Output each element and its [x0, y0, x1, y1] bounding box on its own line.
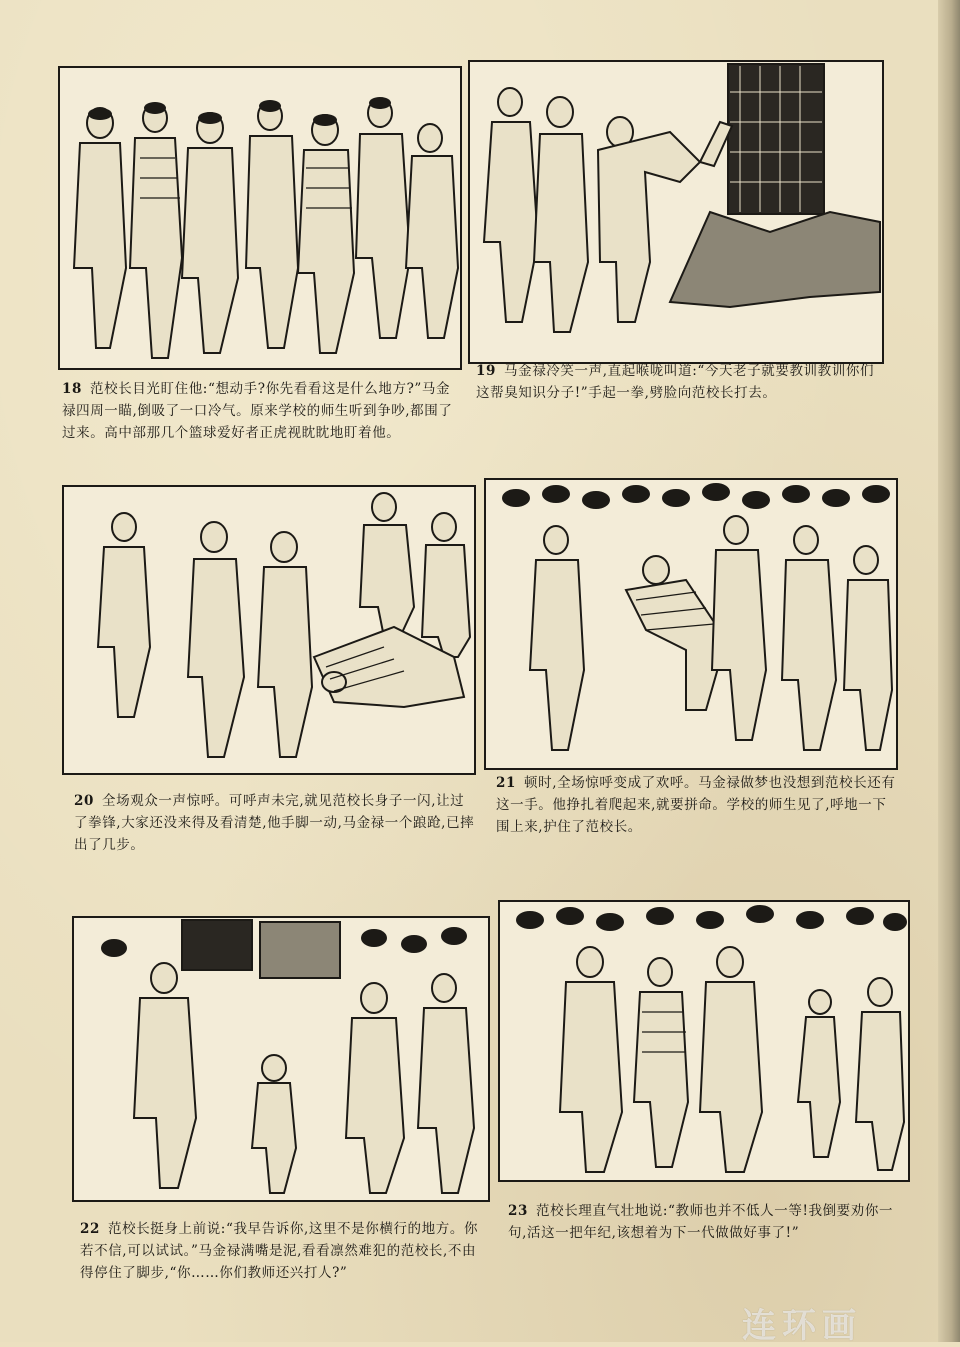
window-grille — [728, 64, 824, 214]
panel-22-text: 范校长挺身上前说:“我早告诉你,这里不是你横行的地方。你若不信,可以试试。”马金禄满嘴是泥,看看凛然难犯的范校长,不由得停住了脚步,“你……你们教师还兴打人?” — [80, 1221, 479, 1281]
panel-21-illustration — [484, 478, 898, 770]
panel-23-text: 范校长理直气壮地说:“教师也并不低人一等!我倒要劝你一句,活这一把年纪,该想着为下一代做做好事了!” — [508, 1203, 894, 1241]
panel-20-number: 20 — [74, 793, 94, 809]
panel-21-number: 21 — [496, 775, 516, 791]
panel-21-caption — [496, 772, 896, 838]
fall-illustration — [64, 487, 474, 773]
panel-18-number: 18 — [62, 381, 82, 397]
panel-19-text: 马金禄冷笑一声,直起喉咙叫道:“今天老子就要教训教训你们这帮臭知识分子!”手起一拳,劈脸向范校长打去。 — [476, 363, 875, 401]
page-binding-edge — [938, 0, 960, 1342]
panel-20-text: 全场观众一声惊呼。可呼声未完,就见范校长身子一闪,让过了拳锋,大家还没来得及看清楚,他手脚一动,马金禄一个踉跄,已摔出了几步。 — [74, 793, 475, 853]
principal-speaks-illustration — [500, 902, 908, 1180]
punch-illustration — [470, 62, 882, 362]
window-grille — [182, 920, 252, 970]
panel-18-text: 范校长目光盯住他:“想动手?你先看看这是什么地方?”马金禄四周一瞄,倒吸了一口冷气。原来学校的师生听到争吵,都围了过来。高中部那几个篮球爱好者正虎视眈眈地盯着他。 — [62, 381, 453, 441]
principal-steps-forward-illustration — [74, 918, 488, 1200]
panel-22-caption — [80, 1218, 490, 1284]
panel-22-illustration — [72, 916, 490, 1202]
panel-21-text: 顿时,全场惊呼变成了欢呼。马金禄做梦也没想到范校长还有这一手。他挣扎着爬起来,就要拼命。学校的师生见了,呼地一下围上来,护住了范校长。 — [496, 775, 896, 835]
panel-20-caption — [74, 790, 478, 856]
panel-20-illustration — [62, 485, 476, 775]
watermark-bottom: 连环画 — [742, 1306, 862, 1346]
panel-23-number: 23 — [508, 1203, 528, 1219]
panel-19-illustration — [468, 60, 884, 364]
panel-23-caption — [508, 1200, 908, 1244]
panel-19-caption — [476, 360, 888, 404]
crowd-confrontation-illustration — [60, 68, 460, 368]
panel-18-illustration — [58, 66, 462, 370]
panel-18-caption — [62, 378, 462, 444]
crowd-protect-illustration — [486, 480, 896, 768]
panel-19-number: 19 — [476, 363, 496, 379]
panel-22-number: 22 — [80, 1221, 100, 1237]
panel-23-illustration — [498, 900, 910, 1182]
